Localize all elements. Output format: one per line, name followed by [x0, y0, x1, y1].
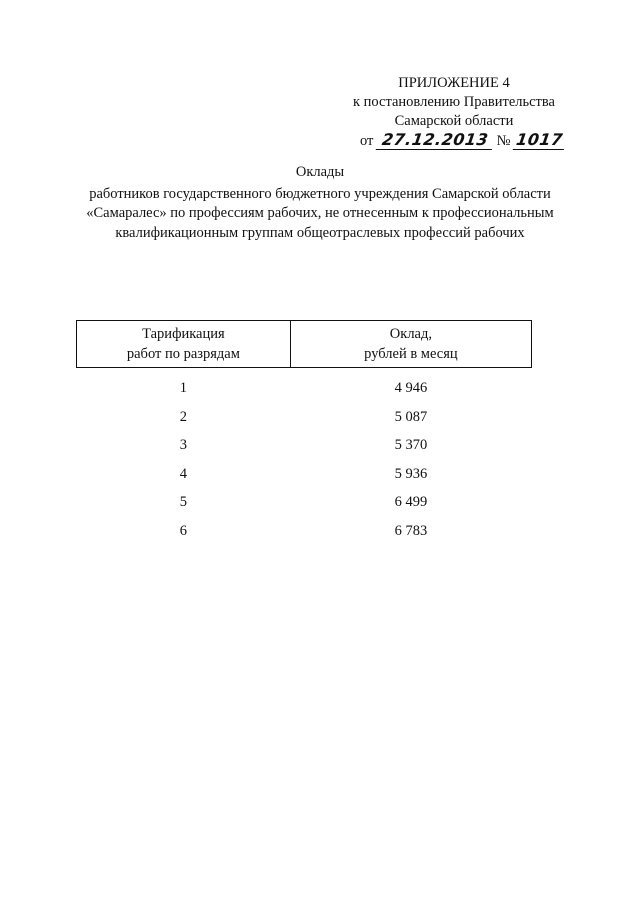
table-row: [77, 431, 532, 460]
document-heading: [60, 163, 580, 243]
appendix-region: Самарской области: [394, 113, 514, 129]
table-header-row: [77, 321, 532, 368]
table-row: [77, 460, 532, 489]
table-row: [77, 403, 532, 432]
salary-cell: 4 946: [394, 380, 428, 397]
from-label: от: [360, 133, 374, 149]
decree-date: 27.12.2013: [376, 132, 495, 150]
column-header-salary-line-1: Оклад,: [389, 326, 432, 342]
table-row: [77, 488, 532, 517]
salary-cell: 5 087: [394, 408, 428, 425]
grade-cell: 3: [179, 437, 188, 454]
salary-cell: 6 499: [394, 494, 428, 511]
decree-date-number-line: [330, 132, 578, 151]
grade-cell: 1: [179, 380, 188, 397]
number-label: №: [496, 133, 511, 149]
salary-cell: 6 783: [394, 522, 428, 539]
decree-number: 1017: [513, 132, 566, 150]
grade-cell: 6: [179, 522, 188, 539]
column-header-grade-line-1: Тарификация: [142, 326, 225, 342]
heading-line-1: работников государственного бюджетного учреждения Самарской области: [89, 185, 551, 202]
appendix-header: [330, 74, 578, 151]
column-header-grade-line-2: работ по разрядам: [126, 346, 240, 362]
column-header-salary: [290, 321, 531, 368]
appendix-title: ПРИЛОЖЕНИЕ 4: [398, 75, 510, 91]
column-header-grade: [77, 321, 291, 368]
grade-cell: 4: [179, 465, 188, 482]
heading-line-3: квалификационным группам общеотраслевых профессий рабочих: [115, 224, 525, 241]
document-title: Оклады: [295, 164, 345, 180]
grade-cell: 2: [179, 408, 188, 425]
appendix-decree-ref: к постановлению Правительства: [353, 94, 555, 110]
grade-cell: 5: [179, 494, 188, 511]
salary-cell: 5 370: [394, 437, 428, 454]
salary-table: [76, 320, 532, 545]
table-row: [77, 517, 532, 546]
heading-line-2: «Самаралес» по профессиям рабочих, не отнесенным к профессиональным: [86, 205, 554, 221]
table-row: [77, 368, 532, 403]
salary-cell: 5 936: [394, 465, 428, 482]
column-header-salary-line-2: рублей в месяц: [364, 346, 458, 362]
